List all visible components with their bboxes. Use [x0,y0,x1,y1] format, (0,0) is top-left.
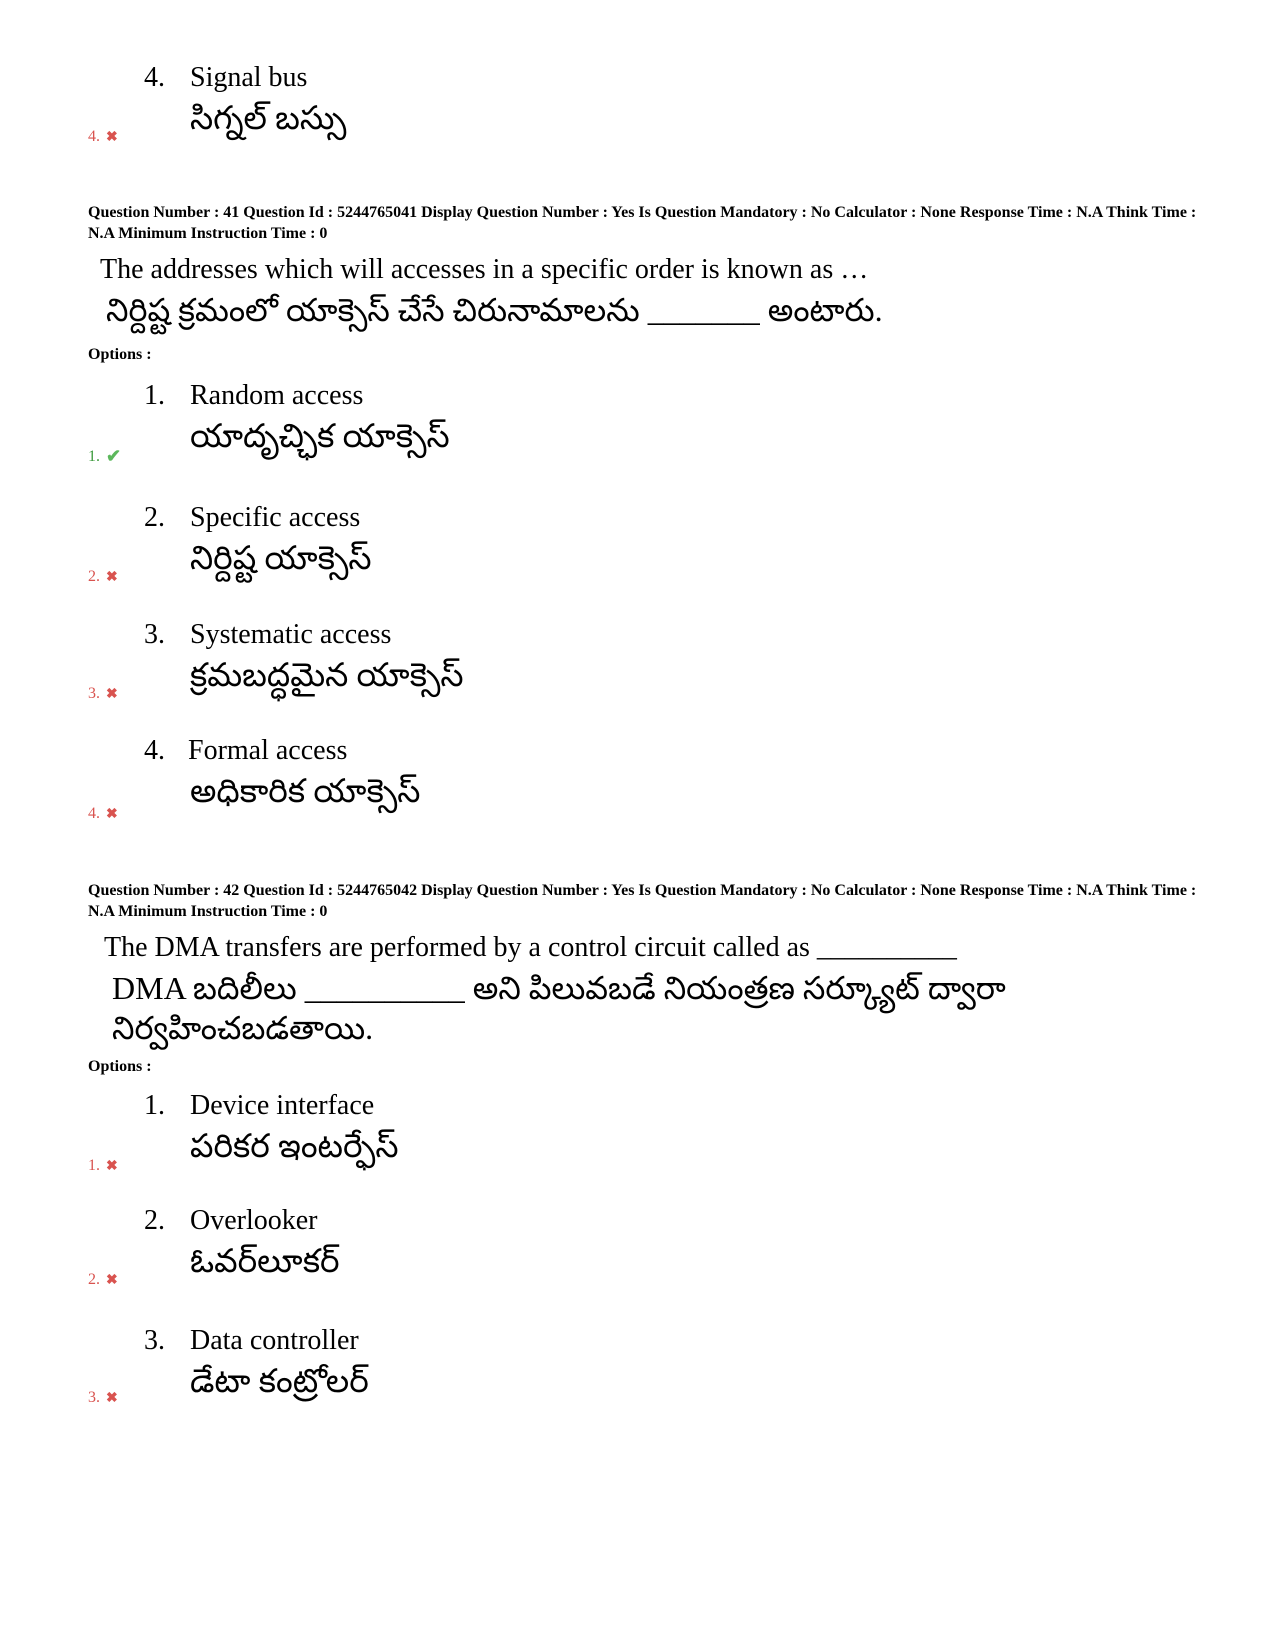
cross-icon: ✖ [106,1390,118,1406]
cross-icon: ✖ [106,569,118,585]
options-label: Options : [88,1058,152,1075]
option-marker-wrong [88,1157,118,1175]
question-meta: Question Number : 41 Question Id : 5244765041 Display Question Number : Yes Is Question Mandatory : No Calculator : None Response Time : N.A Think Time : N.A Minimum Instruction Time : 0 [88,204,1197,242]
option-marker-wrong [88,128,118,146]
option-english-text: Device interface [190,1090,375,1121]
marker-label: 1. [88,447,100,465]
option-telugu-text: డేటా కంట్రోలర్ [190,1364,369,1400]
cross-icon: ✖ [106,1272,118,1288]
option-telugu-text: క్రమబద్ధమైన యాక్సెస్ [190,658,464,694]
marker-label: 3. [88,685,100,702]
option-english-text: Overlooker [190,1205,318,1236]
option-number: 1. [144,1090,165,1121]
checkmark-icon: ✔ [106,446,122,466]
option-telugu-text: నిర్దిష్ట యాక్సెస్ [190,541,372,577]
option-telugu-text: సిగ్నల్ బస్సు [190,101,347,137]
marker-label: 2. [88,568,100,585]
marker-label: 3. [88,1389,100,1406]
option-number: 3. [144,1325,165,1356]
cross-icon: ✖ [106,806,118,822]
question-meta: Question Number : 42 Question Id : 5244765042 Display Question Number : Yes Is Question Mandatory : No Calculator : None Response Time : N.A Think Time : N.A Minimum Instruction Time : 0 [88,882,1197,920]
question-text-english: The addresses which will accesses in a specific order is known as … [100,254,869,285]
option-number: 4. [144,735,165,766]
option-number: 1. [144,380,165,411]
option-number: 4. [144,62,165,93]
option-marker-wrong [88,1389,118,1407]
question-text-telugu-line-1: DMA బదిలీలు __________ అని పిలువబడే నియంత్రణ సర్క్యూట్ ద్వారా [112,970,1006,1006]
options-label: Options : [88,346,152,363]
option-english-text: Specific access [190,502,361,533]
option-english-text: Data controller [190,1325,359,1356]
option-telugu-text: పరికర ఇంటర్ఫేస్ [190,1129,399,1165]
question-text-english: The DMA transfers are performed by a control circuit called as __________ [104,932,957,963]
option-telugu-text: ఓవర్‌లూకర్ [190,1244,340,1280]
option-marker-correct [88,446,121,467]
marker-label: 1. [88,1157,100,1174]
cross-icon: ✖ [106,1158,118,1174]
option-marker-wrong [88,805,118,823]
option-english-text: Random access [190,380,364,411]
option-number: 3. [144,619,165,650]
option-telugu-text: అధికారిక యాక్సెస్ [190,774,421,810]
marker-label: 2. [88,1271,100,1288]
option-english-text: Signal bus [190,62,308,93]
marker-label: 4. [88,805,100,822]
option-marker-wrong [88,568,118,586]
option-telugu-text: యాదృచ్ఛిక యాక్సెస్ [190,419,450,455]
question-text-telugu: నిర్దిష్ట క్రమంలో యాక్సెస్ చేసే చిరునామాలను _______ అంటారు. [106,292,883,328]
option-english-text: Formal access [188,735,348,766]
option-marker-wrong [88,685,118,703]
question-text-telugu-line-2: నిర్వహించబడతాయి. [112,1010,374,1046]
option-english-text: Systematic access [190,619,392,650]
marker-label: 4. [88,128,100,145]
cross-icon: ✖ [106,686,118,702]
option-marker-wrong [88,1271,118,1289]
option-number: 2. [144,502,165,533]
cross-icon: ✖ [106,129,118,145]
option-number: 2. [144,1205,165,1236]
